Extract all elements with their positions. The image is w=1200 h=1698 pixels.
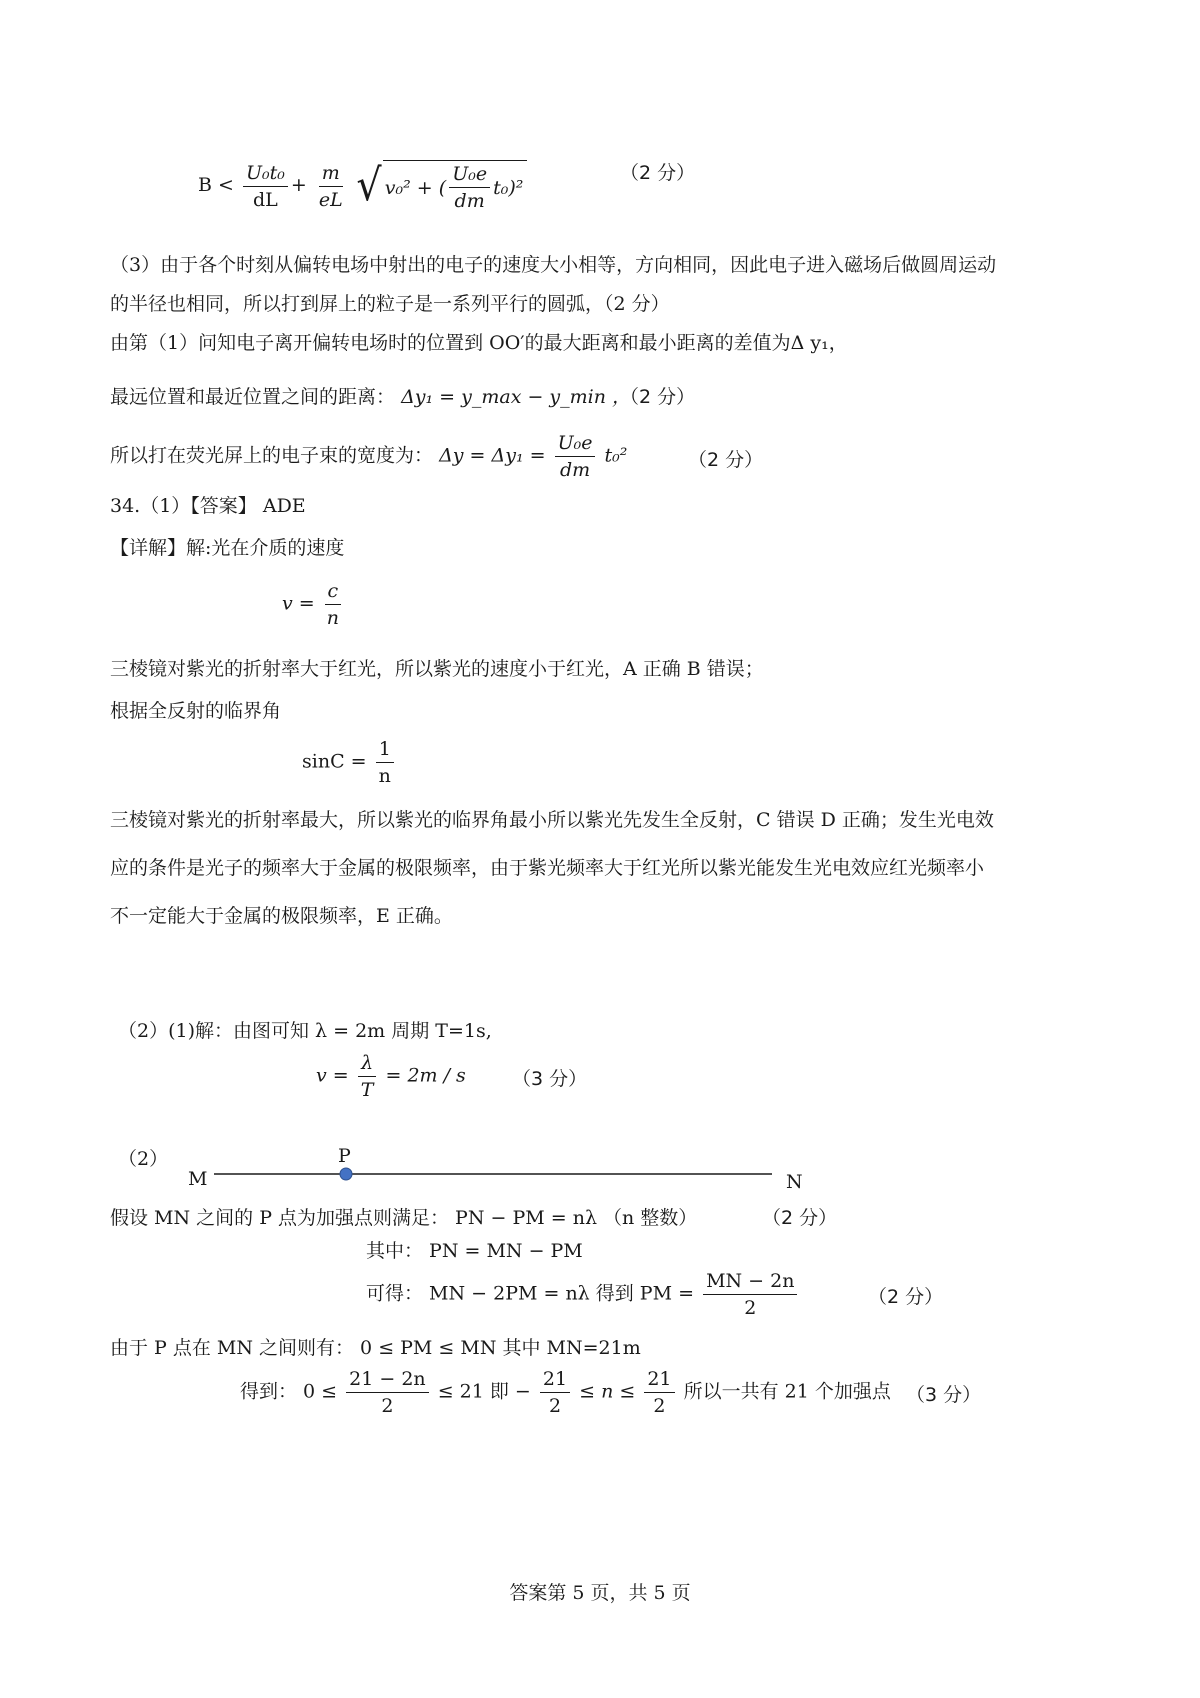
fraction <box>346 1368 429 1417</box>
numerator: c <box>325 580 342 605</box>
denominator: n <box>326 607 339 629</box>
assume-line <box>110 1205 697 1231</box>
score-final: （3 分） <box>906 1384 982 1406</box>
numerator: 21 <box>540 1368 570 1393</box>
fraction <box>555 432 596 481</box>
mn-line-diagram <box>200 1160 800 1190</box>
text: 所以打在荧光屏上的电子束的宽度为： <box>110 444 434 467</box>
sqrt-sign: √ <box>356 160 382 211</box>
page-footer: 答案第 5 页，共 5 页 <box>509 1582 691 1604</box>
fraction <box>376 738 394 787</box>
text: 可得： MN − 2PM = nλ 得到 PM = <box>366 1282 695 1305</box>
fraction <box>449 163 490 212</box>
rhs: = 2m / s <box>385 1064 466 1087</box>
diagram-m-label: M <box>188 1168 208 1190</box>
fraction <box>316 162 346 211</box>
denominator: 2 <box>653 1395 666 1417</box>
numerator: m <box>319 162 343 187</box>
q34-line-c2: 应的条件是光子的频率大于金属的极限频率，由于紫光频率大于红光所以紫光能发生光电效应红光频率小 <box>110 857 985 879</box>
fraction <box>644 1368 674 1417</box>
q34-line-c1: 三棱镜对紫光的折射率最大，所以紫光的临界角最小所以紫光先发生全反射，C 错误 D 正确；发生光电效 <box>110 809 994 831</box>
numerator: λ <box>358 1052 376 1077</box>
denominator: 2 <box>381 1395 394 1417</box>
lhs: v = <box>282 592 315 615</box>
q34-line-c3: 不一定能大于金属的极限频率，E 正确。 <box>110 905 453 927</box>
lhs: v = <box>316 1064 349 1087</box>
formula-b-lhs: B < <box>198 174 234 196</box>
sqrt-tail: t₀)² <box>493 176 524 199</box>
part3-line1: （3）由于各个时刻从偏转电场中射出的电子的速度大小相等，方向相同，因此电子进入磁场后做圆周运动 <box>110 254 997 276</box>
denominator: eL <box>318 188 343 211</box>
part3-line2: 的半径也相同，所以打到屏上的粒子是一系列平行的圆弧，（2 分） <box>110 293 670 315</box>
formula: Δy = Δy₁ = <box>439 444 546 467</box>
diagram-n-label: N <box>786 1171 803 1193</box>
numerator: U₀t₀ <box>243 162 288 187</box>
q34-answer: 34.（1）【答案】 ADE <box>110 495 306 517</box>
q34-line-a: 三棱镜对紫光的折射率大于红光，所以紫光的速度小于红光，A 正确 B 错误； <box>110 658 764 680</box>
score-assume: （2 分） <box>762 1207 838 1229</box>
text: ≤ n ≤ <box>579 1380 636 1403</box>
score-p2-v: （3 分） <box>512 1068 588 1090</box>
score-part3-line4: （2 分） <box>620 386 696 408</box>
fraction <box>703 1270 797 1319</box>
point-p-dot <box>340 1168 352 1180</box>
v-formula <box>282 580 345 629</box>
text: 最远位置和最近位置之间的距离： <box>110 386 396 408</box>
text: 得到： 0 ≤ <box>240 1380 338 1403</box>
range-line: 由于 P 点在 MN 之间则有： 0 ≤ PM ≤ MN 其中 MN=21m <box>110 1337 641 1359</box>
denominator: 2 <box>548 1395 562 1417</box>
denominator: T <box>360 1079 374 1101</box>
score-get: （2 分） <box>868 1286 944 1308</box>
denominator: 2 <box>744 1297 757 1319</box>
text: 所以一共有 21 个加强点 <box>683 1380 891 1403</box>
denominator: n <box>378 765 391 787</box>
q34-detail: 【详解】解:光在介质的速度 <box>110 537 345 559</box>
where-line: 其中： PN = MN − PM <box>366 1240 583 1262</box>
p2-v-formula <box>316 1052 466 1101</box>
get-line <box>366 1270 800 1319</box>
formula-tail: t₀² <box>604 444 628 467</box>
numerator: U₀e <box>555 432 596 457</box>
sqrt-term: v₀² + ( <box>384 176 447 199</box>
numerator: MN − 2n <box>703 1270 797 1295</box>
formula-b: B < $\frac{\text{U₀t₀}}{dL}$ + $\frac{m}{eL}$ √ v₀² + ( $\frac{\text{U₀e}}{dm}$ t₀)² <box>198 160 527 212</box>
lhs: sinC = <box>302 750 367 773</box>
numerator: 21 <box>644 1368 674 1393</box>
numerator: U₀e <box>449 163 490 188</box>
part3-line4 <box>110 384 631 410</box>
diagram-p-label: P <box>338 1145 351 1167</box>
fraction <box>358 1052 377 1101</box>
fraction <box>540 1368 570 1417</box>
text: 假设 MN 之间的 P 点为加强点则满足： PN − PM = nλ （n 整数） <box>110 1207 698 1229</box>
final-line <box>240 1368 891 1417</box>
denominator: dm <box>559 459 591 481</box>
fraction <box>324 580 342 629</box>
p2-label: （2） <box>118 1148 169 1170</box>
denominator: dm <box>454 190 485 212</box>
sqrt-expression <box>355 160 528 212</box>
q34-line-b: 根据全反射的临界角 <box>110 700 282 722</box>
part3-line3: 由第（1）问知电子离开偏转电场时的位置到 OO′的最大距离和最小距离的差值为Δ y₁， <box>110 332 848 354</box>
part3-line5 <box>110 432 627 481</box>
p2-line1: （2）(1)解：由图可知 λ = 2m 周期 T=1s, <box>118 1020 492 1042</box>
numerator: 1 <box>376 738 394 763</box>
numerator: 21 − 2n <box>346 1368 429 1393</box>
sinc-formula <box>302 738 397 787</box>
score-b-formula: （2 分） <box>620 162 696 184</box>
formula: Δy₁ = y_max − y_min ， <box>401 386 632 408</box>
fraction <box>243 162 288 211</box>
text: ≤ 21 即 − <box>437 1380 531 1403</box>
denominator: dL <box>253 188 278 211</box>
score-part3-line5: （2 分） <box>688 449 764 471</box>
